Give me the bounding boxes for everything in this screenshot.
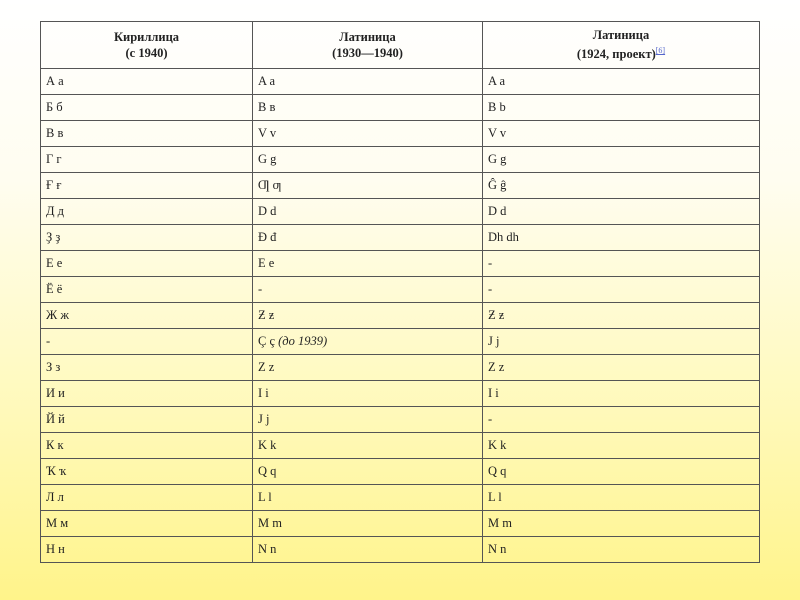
latin-1930-cell <box>253 173 483 199</box>
table-body <box>41 69 760 563</box>
table-row <box>41 147 760 173</box>
table-row <box>41 225 760 251</box>
latin-1930-letters: J j <box>258 412 270 426</box>
latin-1930-cell <box>253 69 483 95</box>
reference-link[interactable]: [6] <box>655 46 666 56</box>
table-row <box>41 433 760 459</box>
latin-1930-letters: D d <box>258 204 277 218</box>
header-latin-1924 <box>483 22 760 69</box>
header-row <box>41 22 760 69</box>
latin-1930-cell <box>253 355 483 381</box>
latin-1930-letters: L l <box>258 490 272 504</box>
latin-1930-cell <box>253 433 483 459</box>
latin-1924-cell: M m <box>483 511 760 537</box>
latin-1924-cell: D d <box>483 199 760 225</box>
latin-1930-letters: V v <box>258 126 277 140</box>
cyrillic-cell: Ҡ ҡ <box>41 459 253 485</box>
header-cyrillic-period: (с 1940) <box>125 46 168 60</box>
cyrillic-cell: М м <box>41 511 253 537</box>
latin-1924-cell: L l <box>483 485 760 511</box>
table-row <box>41 355 760 381</box>
latin-1924-cell: Dh dh <box>483 225 760 251</box>
latin-1930-cell <box>253 511 483 537</box>
latin-1930-cell <box>253 537 483 563</box>
header-cyrillic-title: Кириллица <box>113 30 180 44</box>
latin-1924-cell: - <box>483 277 760 303</box>
latin-1930-letters: Đ đ <box>258 230 277 244</box>
latin-1930-cell <box>253 303 483 329</box>
cyrillic-cell: Ж ж <box>41 303 253 329</box>
latin-1930-letters: - <box>258 282 263 296</box>
table-row <box>41 381 760 407</box>
latin-1930-cell <box>253 251 483 277</box>
cyrillic-cell: И и <box>41 381 253 407</box>
header-latin-1930-title: Латиница <box>339 30 396 44</box>
latin-1924-cell: I i <box>483 381 760 407</box>
latin-1930-cell <box>253 381 483 407</box>
table-row <box>41 329 760 355</box>
latin-1930-letters: Ƶ ƶ <box>258 308 275 322</box>
latin-1930-letters: B в <box>258 100 276 114</box>
table-row <box>41 303 760 329</box>
latin-1924-cell: - <box>483 407 760 433</box>
table-row <box>41 251 760 277</box>
header-latin-1924-period: (1924, проект) <box>576 47 656 62</box>
cyrillic-cell: Е е <box>41 251 253 277</box>
latin-1930-cell <box>253 485 483 511</box>
cyrillic-cell: А а <box>41 69 253 95</box>
latin-1924-cell: V v <box>483 121 760 147</box>
header-latin-1930-period: (1930—1940) <box>332 46 403 60</box>
table-row <box>41 69 760 95</box>
latin-1930-cell <box>253 121 483 147</box>
latin-1924-cell: N n <box>483 537 760 563</box>
latin-1930-letters: Ƣ ƣ <box>258 178 282 192</box>
latin-1924-cell: A a <box>483 69 760 95</box>
cyrillic-cell: Н н <box>41 537 253 563</box>
latin-1930-cell <box>253 225 483 251</box>
latin-1930-letters: Z z <box>258 360 275 374</box>
cyrillic-cell: Й й <box>41 407 253 433</box>
latin-1924-cell: Z z <box>483 355 760 381</box>
latin-1930-letters: E e <box>258 256 275 270</box>
cyrillic-cell: В в <box>41 121 253 147</box>
table-row <box>41 485 760 511</box>
alphabet-table <box>40 21 760 563</box>
latin-1924-cell: G g <box>483 147 760 173</box>
latin-1930-letters: N n <box>258 542 277 556</box>
latin-1930-letters: A a <box>258 74 276 88</box>
cyrillic-cell: Д д <box>41 199 253 225</box>
table-row <box>41 173 760 199</box>
latin-1924-cell: Q q <box>483 459 760 485</box>
latin-1930-note: (до 1939) <box>278 334 328 348</box>
latin-1930-letters: M m <box>258 516 282 530</box>
latin-1930-letters: I i <box>258 386 269 400</box>
latin-1924-cell: J j <box>483 329 760 355</box>
latin-1930-letters: G g <box>258 152 277 166</box>
latin-1924-cell: B b <box>483 95 760 121</box>
table-row <box>41 459 760 485</box>
cyrillic-cell: Ҙ ҙ <box>41 225 253 251</box>
latin-1924-cell: Ĝ ĝ <box>483 173 760 199</box>
header-latin-1924-title: Латиница <box>592 28 650 43</box>
latin-1930-cell <box>253 277 483 303</box>
latin-1930-letters: Ç ç <box>258 334 276 348</box>
header-cyrillic <box>41 22 253 69</box>
table-row <box>41 511 760 537</box>
cyrillic-cell: Ё ё <box>41 277 253 303</box>
cyrillic-cell: - <box>41 329 253 355</box>
table-row <box>41 537 760 563</box>
header-latin-1930 <box>253 22 483 69</box>
latin-1930-cell <box>253 95 483 121</box>
latin-1924-cell: Ƶ ƶ <box>483 303 760 329</box>
cyrillic-cell: Б б <box>41 95 253 121</box>
cyrillic-cell: К к <box>41 433 253 459</box>
cyrillic-cell: Л л <box>41 485 253 511</box>
cyrillic-cell: Г г <box>41 147 253 173</box>
cyrillic-cell: Ғ ғ <box>41 173 253 199</box>
latin-1930-cell <box>253 459 483 485</box>
latin-1924-cell: - <box>483 251 760 277</box>
cyrillic-cell: З з <box>41 355 253 381</box>
latin-1930-letters: K k <box>258 438 277 452</box>
table-row <box>41 407 760 433</box>
latin-1930-letters: Q q <box>258 464 277 478</box>
latin-1930-cell <box>253 147 483 173</box>
latin-1930-cell <box>253 407 483 433</box>
latin-1924-cell: K k <box>483 433 760 459</box>
table-row <box>41 277 760 303</box>
latin-1930-cell <box>253 199 483 225</box>
table-row <box>41 121 760 147</box>
latin-1930-cell <box>253 329 483 355</box>
table-row <box>41 199 760 225</box>
table-row <box>41 95 760 121</box>
